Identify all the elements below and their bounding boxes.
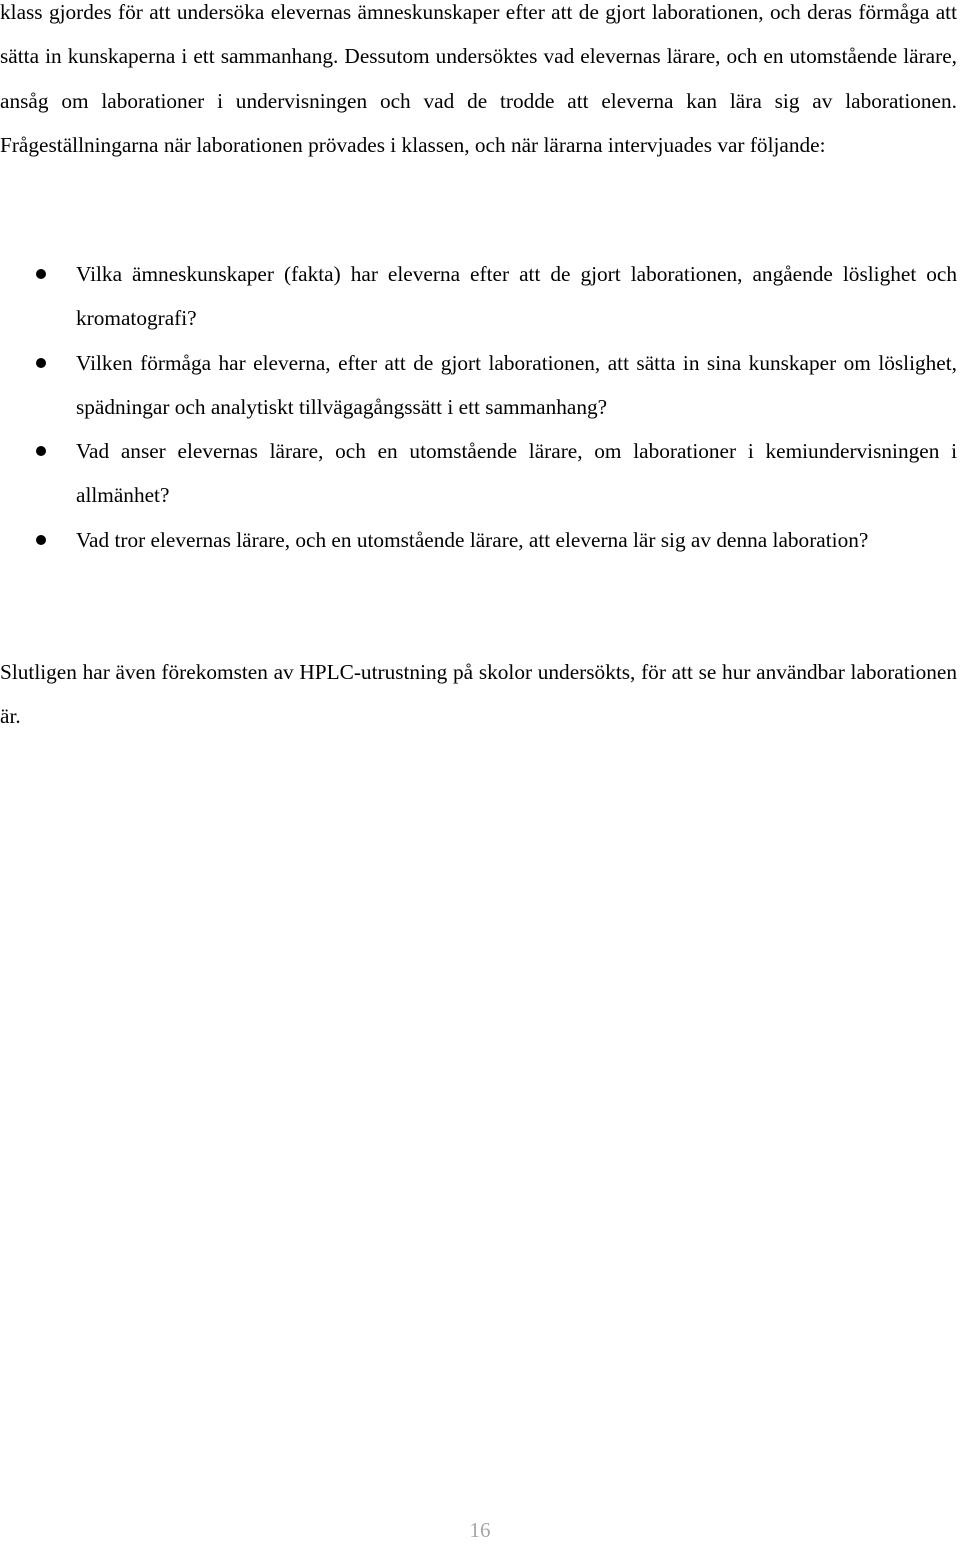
research-question-item [0,252,957,341]
bullet-icon [36,269,46,279]
research-question-text: Vad tror elevernas lärare, och en utomstående lärare, att eleverna lär sig av denna laboration? [76,527,869,552]
research-questions-list [0,252,957,562]
bullet-icon [36,358,46,368]
research-question-text: Vad anser elevernas lärare, och en utomstående lärare, om laborationer i kemiundervisningen i allmänhet? [76,439,957,508]
research-question-item [0,518,957,562]
bullet-icon [36,535,46,545]
research-question-text: Vilken förmåga har eleverna, efter att de gjort laborationen, att sätta in sina kunskaper om löslighet, spädningar och analytiskt tillvägagångssätt i ett sammanhang? [76,350,957,419]
research-question-item [0,341,957,430]
intro-paragraph: klass gjordes för att undersöka elevernas ämneskunskaper efter att de gjort laborationen, och deras förmåga att sätta in kunskaperna i ett sammanhang. Dessutom undersöktes vad elevernas lärare, och en utomstående lärare, ansåg om laborationer i undervisningen och vad de trodde att eleverna kan lära sig av laborationen. Frågeställningarna när laborationen prövades i klassen, och när lärarna intervjuades var följande: [0,0,957,157]
bullet-icon [36,446,46,456]
research-question-text: Vilka ämneskunskaper (fakta) har eleverna efter att de gjort laborationen, angående löslighet och kromatografi? [76,262,957,331]
page-number: 16 [469,1518,491,1542]
research-question-item [0,429,957,518]
closing-paragraph: Slutligen har även förekomsten av HPLC-utrustning på skolor undersökts, för att se hur användbar laborationen är. [0,660,957,729]
